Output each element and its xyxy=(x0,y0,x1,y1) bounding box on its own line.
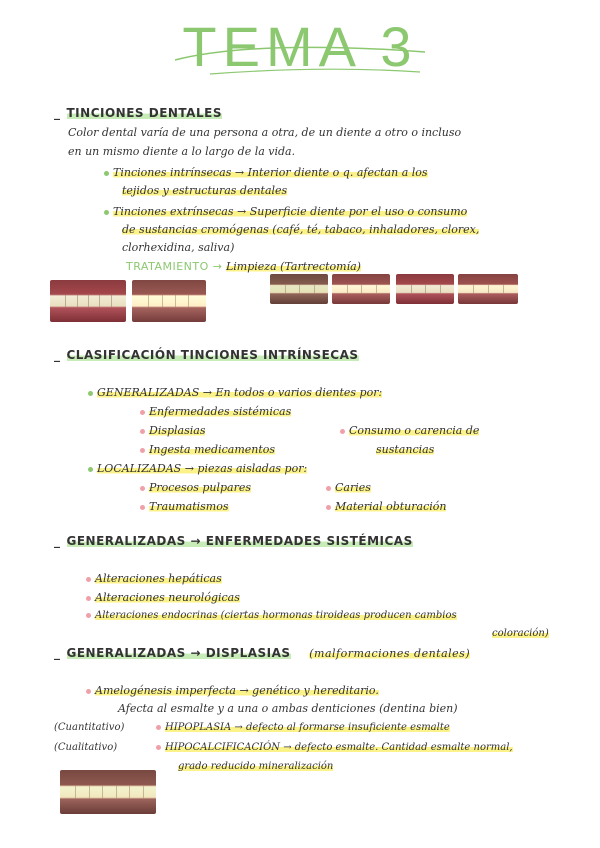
bullet-extrinsecas-cont-1: de sustancias cromógenas (café, té, tabaco, inhaladores, clorex, xyxy=(122,223,480,236)
sis-item-3: Alteraciones endocrinas (ciertas hormonas tiroideas producen cambios xyxy=(86,610,457,621)
bullet-dot xyxy=(86,596,91,601)
teeth-photo-3 xyxy=(270,274,328,304)
page-title: TEMA 3 xyxy=(182,15,418,78)
teeth-photo-4 xyxy=(332,274,390,304)
displasia-line-3: HIPOPLASIA → defecto al formarse insuficiente esmalte xyxy=(156,722,450,733)
sis-item-3-cont: coloración) xyxy=(492,628,549,639)
bullet-intrinsecas-cont: tejidos y estructuras dentales xyxy=(122,184,288,197)
bullet-dot xyxy=(340,429,345,434)
displasia-line-1: Amelogénesis imperfecta → genético y hereditario. xyxy=(86,684,379,697)
bullet-intrinsecas: Tinciones intrínsecas → Interior diente o q. afectan a los xyxy=(104,166,428,179)
section-heading-tinciones: _ TINCIONES DENTALES xyxy=(54,106,222,120)
gen-item-2: Displasias xyxy=(140,424,205,437)
teeth-photo-5 xyxy=(396,274,454,304)
loc-item-4: Material obturación xyxy=(326,500,446,513)
displasia-line-2: Afecta al esmalte y a una o ambas denticiones (dentina bien) xyxy=(118,702,458,715)
bullet-dot xyxy=(140,486,145,491)
loc-item-1: Procesos pulpares xyxy=(140,481,251,494)
section-heading-clasificacion: _ CLASIFICACIÓN TINCIONES INTRÍNSECAS xyxy=(54,348,359,362)
teeth-photo-2 xyxy=(132,280,206,322)
bullet-dot xyxy=(104,210,109,215)
sis-item-1: Alteraciones hepáticas xyxy=(86,572,222,585)
bullet-extrinsecas-cont-2: clorhexidina, saliva) xyxy=(122,241,235,254)
bullet-extrinsecas: Tinciones extrínsecas → Superficie diente por el uso o consumo xyxy=(104,205,467,218)
bullet-dot xyxy=(86,689,91,694)
bullet-dot xyxy=(86,577,91,582)
bullet-dot xyxy=(156,745,161,750)
bullet-dot xyxy=(86,613,91,618)
bullet-dot xyxy=(88,391,93,396)
bullet-dot xyxy=(88,467,93,472)
gen-item-1: Enfermedades sistémicas xyxy=(140,405,291,418)
gen-item-3: Ingesta medicamentos xyxy=(140,443,275,456)
treatment-line: TRATAMIENTO → Limpieza (Tartrectomía) xyxy=(126,260,361,273)
section-heading-displasias: _ GENERALIZADAS → DISPLASIAS (malformaciones dentales) xyxy=(54,646,471,660)
teeth-photo-6 xyxy=(458,274,518,304)
sis-item-2: Alteraciones neurológicas xyxy=(86,591,240,604)
gen-right-1: Consumo o carencia de xyxy=(340,424,479,437)
displasia-line-5: grado reducido mineralización xyxy=(178,761,334,772)
bullet-dot xyxy=(326,505,331,510)
teeth-photo-1 xyxy=(50,280,126,322)
displasia-line-4: HIPOCALCIFICACIÓN → defecto esmalte. Cantidad esmalte normal, xyxy=(156,742,513,753)
gen-right-2: sustancias xyxy=(376,443,435,456)
bullet-dot xyxy=(140,448,145,453)
bullet-dot xyxy=(104,171,109,176)
displasia-tag-cuantitativo: (Cuantitativo) xyxy=(54,722,125,733)
intro-line-1: Color dental varía de una persona a otra, de un diente a otro o incluso xyxy=(68,126,462,139)
section-heading-sistemicas: _ GENERALIZADAS → ENFERMEDADES SISTÉMICAS xyxy=(54,534,413,548)
intro-line-2: en un mismo diente a lo largo de la vida. xyxy=(68,145,296,158)
loc-item-2: Traumatismos xyxy=(140,500,229,513)
bullet-dot xyxy=(140,429,145,434)
bullet-dot xyxy=(156,725,161,730)
generalizadas-line: GENERALIZADAS → En todos o varios dientes por: xyxy=(88,386,382,399)
loc-item-3: Caries xyxy=(326,481,371,494)
localizadas-line: LOCALIZADAS → piezas aisladas por: xyxy=(88,462,307,475)
bullet-dot xyxy=(326,486,331,491)
bullet-dot xyxy=(140,505,145,510)
teeth-photo-7 xyxy=(60,770,156,814)
bullet-dot xyxy=(140,410,145,415)
displasia-tag-cualitativo: (Cualitativo) xyxy=(54,742,118,753)
